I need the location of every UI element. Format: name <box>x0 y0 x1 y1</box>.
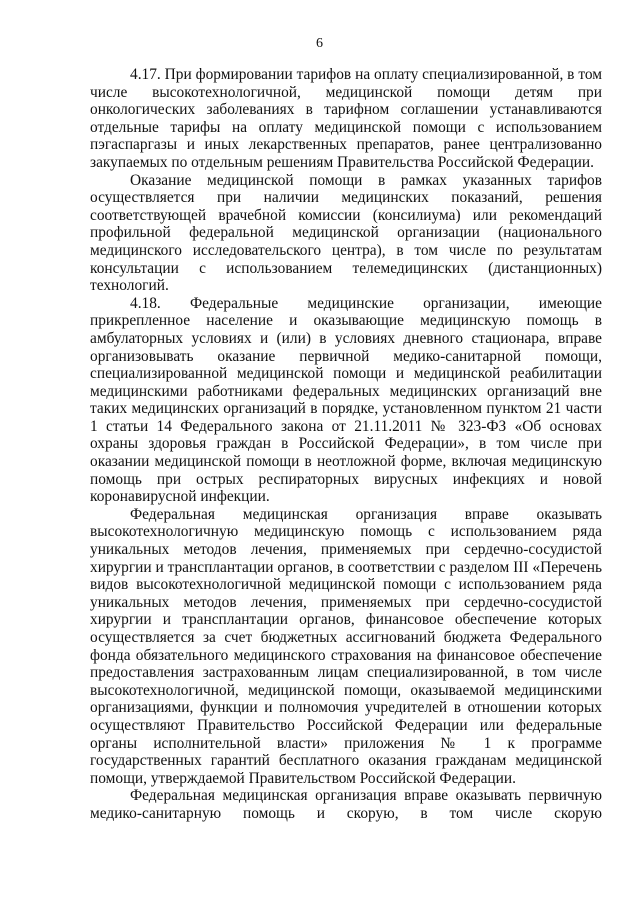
paragraph-tariff-conditions: Оказание медицинской помощи в рамках указанных тарифов осуществляется при наличии медицинских показаний, решения соответствующей врачебной комиссии (консилиума) или рекомендаций профильной федеральной медицинской организации (национального медицинского исследовательского центра), в том числе по результатам консультации с использованием телемедицинских (дистанционных) технологий. <box>90 171 602 295</box>
paragraph-4-17: 4.17. При формировании тарифов на оплату специализированной, в том числе высокотехнологичной, медицинской помощи детям при онкологических заболеваниях в тарифном соглашении устанавливаются отдельные тарифы на оплату медицинской помощи с использованием пэгаспаргазы и иных лекарственных препаратов, ранее централизованно закупаемых по отдельным решениям Правительства Российской Федерации. <box>90 66 602 171</box>
paragraph-4-18: 4.18. Федеральные медицинские организации, имеющие прикрепленное население и оказывающие медицинскую помощь в амбулаторных условиях и (или) в условиях дневного стационара, вправе организовывать оказание первичной медико-санитарной помощи, специализированной медицинской помощи и медицинской реабилитации медицинскими работниками федеральных медицинских организаций вне таких медицинских организаций в порядке, установленном пунктом 21 части 1 статьи 14 Федерального закона от 21.11.2011 № 323-ФЗ «Об основах охраны здоровья граждан в Российской Федерации», в том числе при оказании медицинской помощи в неотложной форме, включая медицинскую помощь при острых респираторных вирусных инфекциях и новой коронавирусной инфекции. <box>90 294 602 506</box>
paragraph-high-tech-care: Федеральная медицинская организация вправе оказывать высокотехнологичную медицинскую помощь с использованием ряда уникальных методов лечения, применяемых при сердечно-сосудистой хирургии и трансплантации органов, в соответствии с разделом III «Перечень видов высокотехнологичной медицинской помощи с использованием ряда уникальных методов лечения, применяемых при сердечно-сосудистой хирургии и трансплантации органов, финансовое обеспечение которых осуществляется за счет бюджетных ассигнований бюджета Федерального фонда обязательного медицинского страхования на финансовое обеспечение предоставления застрахованным лицам специализированной, в том числе высокотехнологичной, медицинской помощи, оказываемой медицинскими организациями, функции и полномочия учредителей в отношении которых осуществляют Правительство Российской Федерации или федеральные органы исполнительной власти» приложения № 1 к программе государственных гарантий бесплатного оказания гражданам медицинской помощи, утверждаемой Правительством Российской Федерации. <box>90 505 602 787</box>
document-body <box>90 66 602 823</box>
paragraph-primary-care: Федеральная медицинская организация вправе оказывать первичную медико-санитарную помощь и скорую, в том числе скорую <box>90 787 602 822</box>
page-number: 6 <box>316 36 323 51</box>
